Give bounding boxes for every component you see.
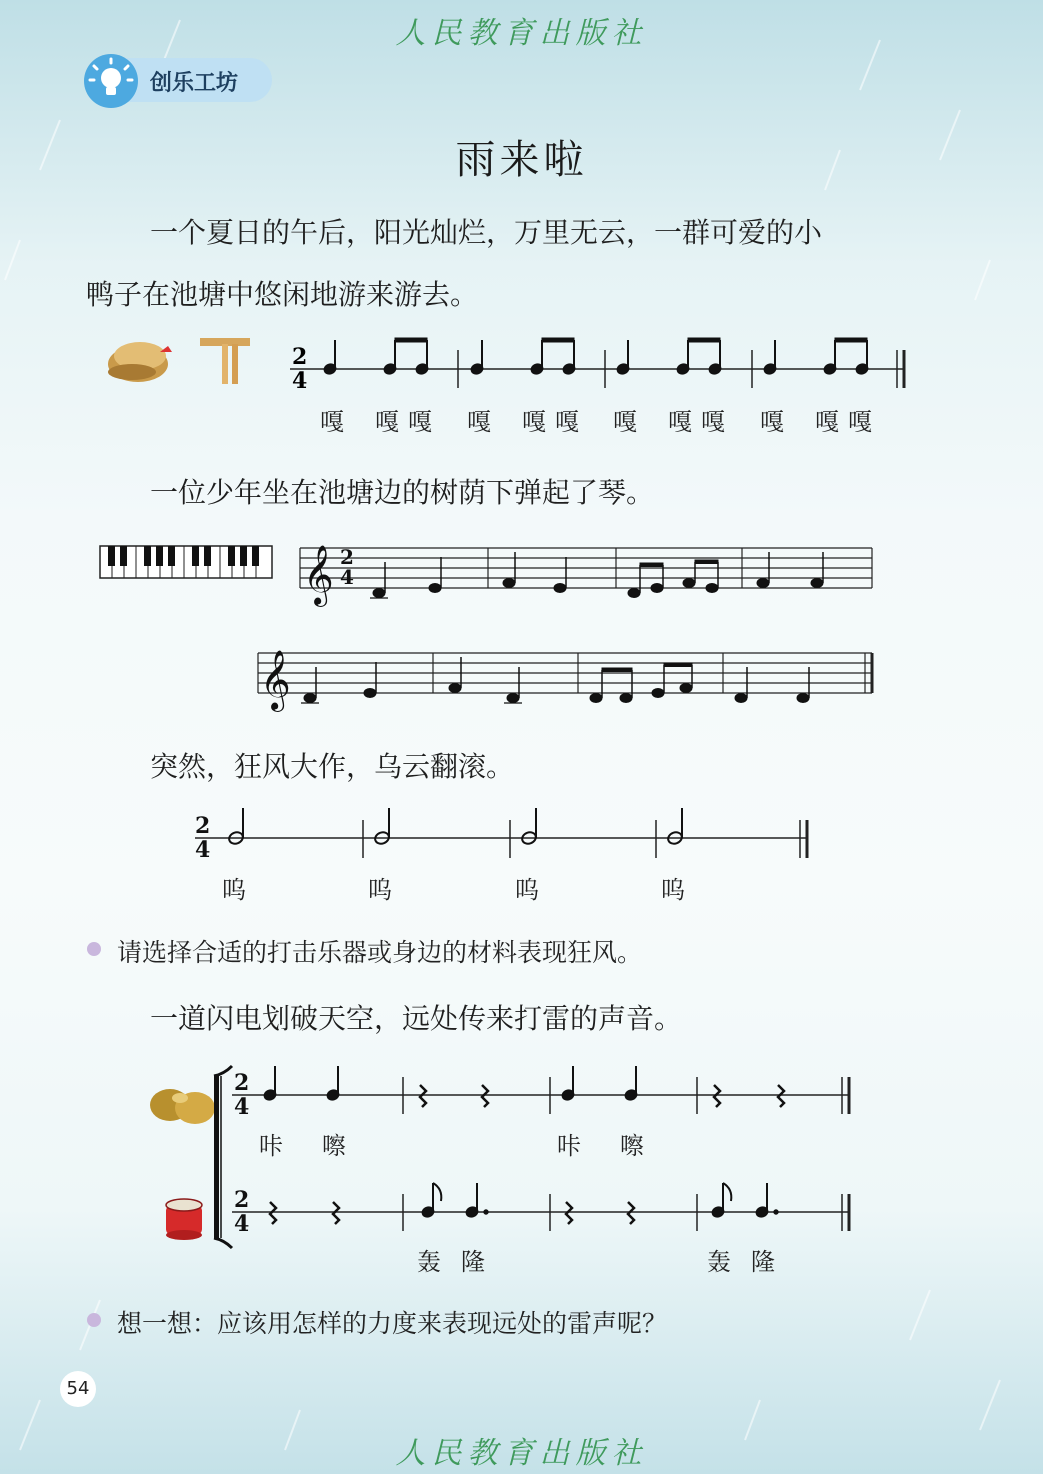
bullet-dot xyxy=(87,942,101,956)
lyric: 呜 xyxy=(368,876,392,904)
cymbal-rests xyxy=(420,1085,784,1107)
lyric: 呜 xyxy=(661,876,685,904)
lyric: 嚓 xyxy=(620,1132,644,1160)
castanets-icon xyxy=(108,342,172,382)
time-signature-top: 2 xyxy=(340,545,354,569)
drum-icon xyxy=(166,1199,202,1240)
time-signature-bottom: 4 xyxy=(195,837,211,863)
lyric: 嘎 xyxy=(613,408,637,436)
time-signature-top: 2 xyxy=(234,1187,250,1213)
time-signature-top: 2 xyxy=(234,1070,250,1096)
wind-lyrics xyxy=(222,876,685,904)
paragraph-3: 突然，狂风大作，乌云翻滚。 xyxy=(150,750,515,783)
lyric: 嘎 xyxy=(555,408,579,436)
treble-clef: 𝄞 xyxy=(303,545,334,605)
cymbal-lyrics xyxy=(259,1132,644,1160)
paragraph-4: 一道闪电划破天空，远处传来打雷的声音。 xyxy=(150,1002,683,1035)
lyric: 隆 xyxy=(751,1248,775,1276)
paragraph-1-line-1: 一个夏日的午后，阳光灿烂，万里无云，一群可爱的小 xyxy=(150,216,823,249)
lyric: 轰 xyxy=(707,1248,731,1276)
lyric: 咔 xyxy=(557,1132,581,1160)
treble-clef: 𝄞 xyxy=(260,650,291,710)
rhythm-staff-1 xyxy=(290,344,905,394)
time-signature-top: 2 xyxy=(292,344,308,370)
rhythm-1-notes xyxy=(323,338,870,376)
drum-rests xyxy=(270,1202,634,1224)
lyric: 嘎 xyxy=(815,408,839,436)
piano-keyboard-icon xyxy=(100,546,272,578)
lightbulb-icon xyxy=(84,54,138,108)
piano-staff-2-notes xyxy=(301,657,809,703)
lyric: 隆 xyxy=(461,1248,485,1276)
rhythm-1-lyrics xyxy=(320,408,872,436)
wind-staff xyxy=(195,820,808,858)
time-signature-bottom: 4 xyxy=(292,368,308,394)
drum-staff xyxy=(232,1194,850,1231)
woodblock-icon xyxy=(200,338,250,384)
lyric: 呜 xyxy=(515,876,539,904)
drum-notes xyxy=(421,1183,779,1219)
lyric: 咔 xyxy=(259,1132,283,1160)
lyric: 嘎 xyxy=(668,408,692,436)
publisher-footer: 人民教育出版社 xyxy=(395,1436,648,1471)
lyric: 呜 xyxy=(222,876,246,904)
paragraph-2: 一位少年坐在池塘边的树荫下弹起了琴。 xyxy=(150,476,655,509)
section-badge-label: 创乐工坊 xyxy=(150,71,239,96)
lyric: 嘎 xyxy=(848,408,872,436)
page-number: 54 xyxy=(60,1371,96,1407)
bullet-thunder-question: 想一想：应该用怎样的力度来表现远处的雷声呢？ xyxy=(117,1309,668,1338)
time-signature-top: 2 xyxy=(195,813,211,839)
lyric: 嘎 xyxy=(467,408,491,436)
drum-lyrics xyxy=(417,1248,775,1276)
time-signature-bottom: 4 xyxy=(340,565,354,589)
paragraph-1-line-2: 鸭子在池塘中悠闲地游来游去。 xyxy=(86,278,479,311)
bullet-wind-task: 请选择合适的打击乐器或身边的材料表现狂风。 xyxy=(117,938,643,967)
publisher-header: 人民教育出版社 xyxy=(395,16,648,51)
score-bracket xyxy=(214,1066,232,1248)
lyric: 嘎 xyxy=(701,408,725,436)
time-signature-bottom: 4 xyxy=(234,1094,250,1120)
lyric: 嘎 xyxy=(408,408,432,436)
section-badge xyxy=(86,58,272,102)
lyric: 嚓 xyxy=(322,1132,346,1160)
cymbals-icon xyxy=(150,1089,215,1124)
cymbal-notes xyxy=(263,1066,639,1102)
lyric: 嘎 xyxy=(320,408,344,436)
piano-staff-1-notes xyxy=(370,552,823,598)
piano-staff-2 xyxy=(258,653,872,693)
wind-half-notes xyxy=(228,808,684,846)
lyric: 轰 xyxy=(417,1248,441,1276)
time-signature-bottom: 4 xyxy=(234,1211,250,1237)
bullet-dot xyxy=(87,1313,101,1327)
lyric: 嘎 xyxy=(522,408,546,436)
cymbal-staff xyxy=(232,1077,850,1114)
lyric: 嘎 xyxy=(375,408,399,436)
lyric: 嘎 xyxy=(760,408,784,436)
piano-staff-1 xyxy=(300,548,872,588)
page-title: 雨来啦 xyxy=(455,137,588,183)
